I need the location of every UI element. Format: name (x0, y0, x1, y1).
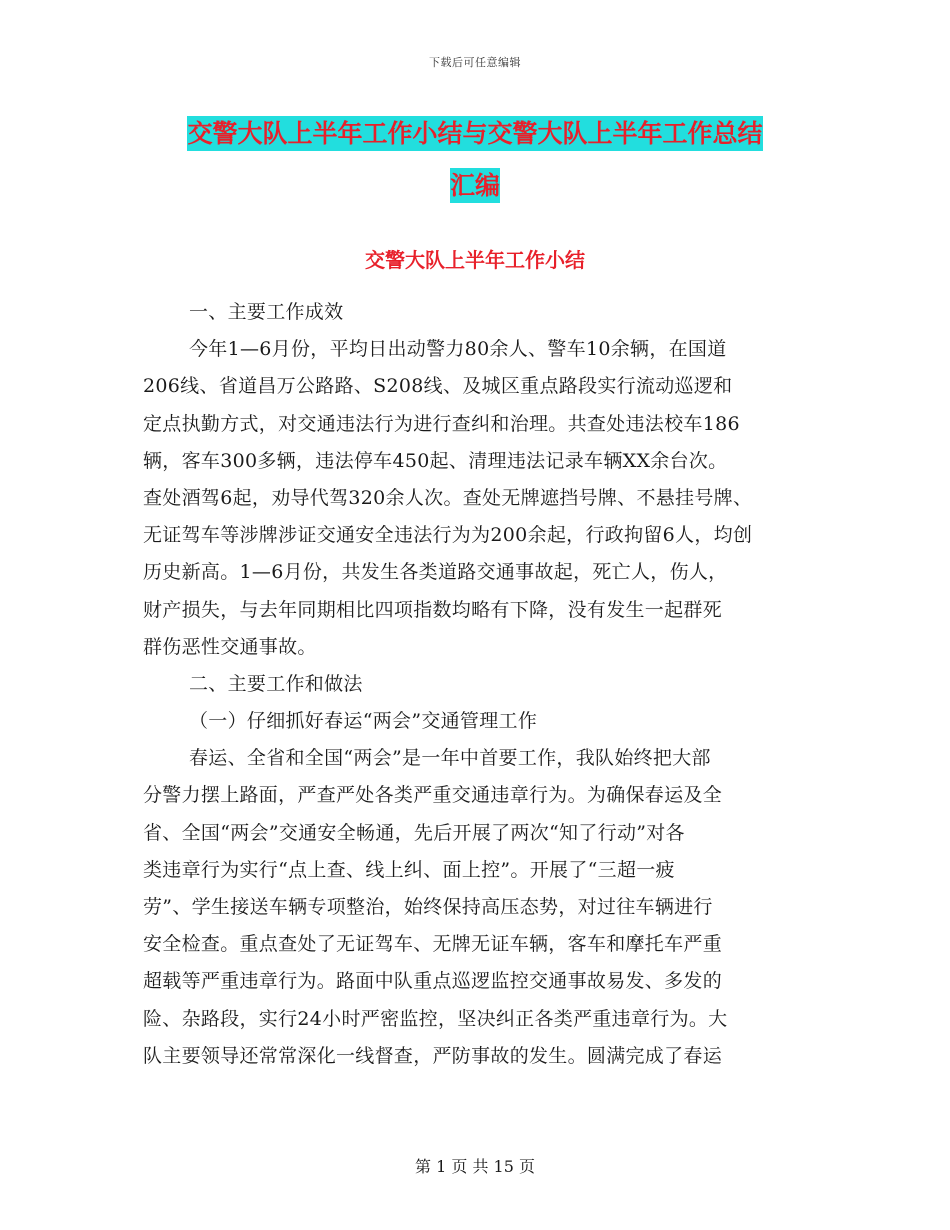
body-line: 定点执勤方式，对交通违法行为进行查纠和治理。共查处违法校车186 (143, 412, 740, 435)
body-line: 无证驾车等涉牌涉证交通安全违法行为为200余起，行政拘留6人，均创 (143, 524, 753, 547)
body-line: 历史新高。1—6月份，共发生各类道路交通事故起，死亡人，伤人， (143, 561, 728, 584)
body-line: 一、主要工作成效 (189, 301, 344, 323)
body-line: 206线、省道昌万公路路、S208线、及城区重点路段实行流动巡逻和 (143, 375, 733, 398)
body-line: 超载等严重违章行为。路面中队重点巡逻监控交通事故易发、多发的 (143, 970, 723, 993)
body-line: 险、杂路段，实行24小时严密监控，坚决纠正各类严重违章行为。大 (143, 1007, 728, 1030)
document-body (143, 294, 813, 1075)
body-line: 财产损失，与去年同期相比四项指数均略有下降，没有发生一起群死 (143, 598, 723, 621)
body-line: 类违章行为实行“点上查、线上纠、面上控”。开展了“三超一疲 (143, 858, 675, 881)
body-line: 群伤恶性交通事故。 (143, 635, 317, 658)
body-line: 二、主要工作和做法 (189, 672, 363, 695)
document-title-line1: 交警大队上半年工作小结与交警大队上半年工作总结 (187, 116, 762, 151)
body-line: 春运、全省和全国“两会”是一年中首要工作，我队始终把大部 (189, 747, 711, 770)
body-line: 查处酒驾6起，劝导代驾320余人次。查处无牌遮挡号牌、不悬挂号牌、 (143, 486, 753, 509)
body-line: （一）仔细抓好春运“两会”交通管理工作 (189, 710, 538, 733)
body-line: 劳”、学生接送车辆专项整治，始终保持高压态势，对过往车辆进行 (143, 896, 713, 918)
body-line: 安全检查。重点查处了无证驾车、无牌无证车辆，客车和摩托车严重 (143, 933, 723, 956)
page-header-note: 下载后可任意编辑 (429, 56, 521, 69)
section-title: 交警大队上半年工作小结 (365, 248, 585, 272)
body-line: 今年1—6月份，平均日出动警力80余人、警车10余辆，在国道 (189, 338, 727, 361)
body-line: 省、全国“两会”交通安全畅通，先后开展了两次“知了行动”对各 (143, 821, 685, 844)
body-line: 队主要领导还常常深化一线督查，严防事故的发生。圆满完成了春运 (143, 1044, 723, 1067)
document-title (150, 108, 800, 212)
body-line: 分警力摆上路面，严查严处各类严重交通违章行为。为确保春运及全 (143, 784, 723, 807)
page-number: 第 1 页 共 15 页 (415, 1157, 535, 1176)
document-title-line2: 汇编 (450, 168, 500, 203)
body-line: 辆，客车300多辆，违法停车450起、清理违法记录车辆XX余台次。 (143, 449, 728, 472)
